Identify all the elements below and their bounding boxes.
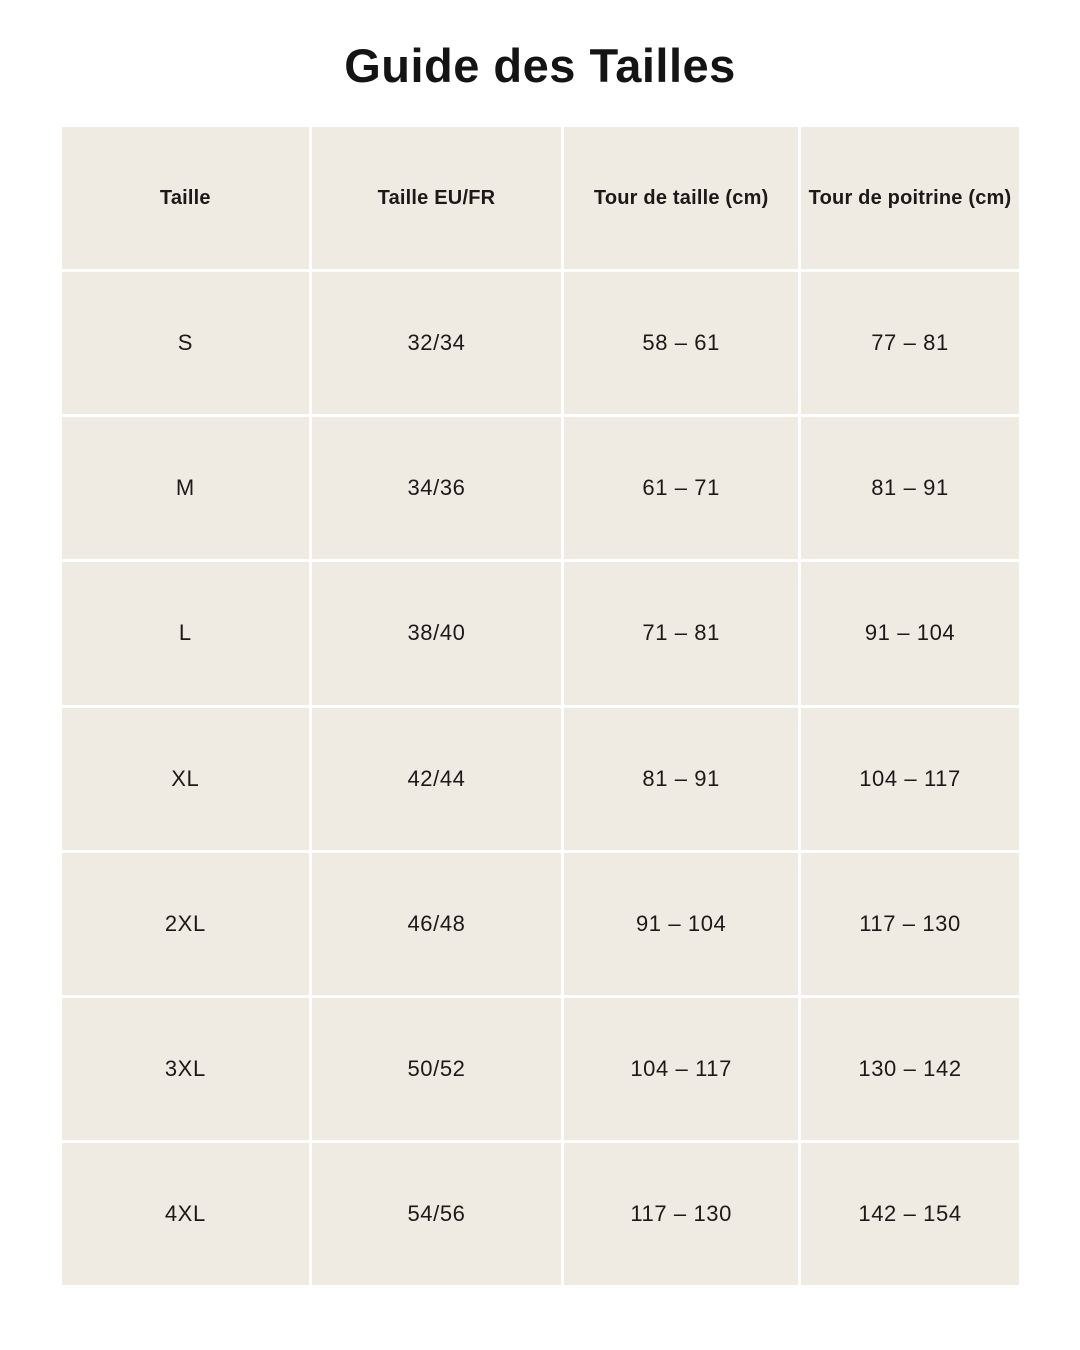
table-cell: 71 – 81 <box>564 562 798 704</box>
table-cell: 46/48 <box>312 853 562 995</box>
table-cell: 104 – 117 <box>564 998 798 1140</box>
table-cell: 42/44 <box>312 708 562 850</box>
size-label-cell: M <box>62 417 309 559</box>
table-cell: 77 – 81 <box>801 272 1019 414</box>
table-cell: 104 – 117 <box>801 708 1019 850</box>
table-cell: 32/34 <box>312 272 562 414</box>
column-header-1: Taille EU/FR <box>312 127 562 269</box>
table-cell: 117 – 130 <box>564 1143 798 1285</box>
column-header-2: Tour de taille (cm) <box>564 127 798 269</box>
size-label-cell: 4XL <box>62 1143 309 1285</box>
table-cell: 61 – 71 <box>564 417 798 559</box>
column-header-3: Tour de poitrine (cm) <box>801 127 1019 269</box>
table-cell: 58 – 61 <box>564 272 798 414</box>
column-header-0: Taille <box>62 127 309 269</box>
size-label-cell: L <box>62 562 309 704</box>
table-cell: 130 – 142 <box>801 998 1019 1140</box>
size-label-cell: S <box>62 272 309 414</box>
page-title: Guide des Tailles <box>344 39 736 92</box>
table-cell: 117 – 130 <box>801 853 1019 995</box>
table-cell: 34/36 <box>312 417 562 559</box>
table-cell: 91 – 104 <box>801 562 1019 704</box>
table-cell: 91 – 104 <box>564 853 798 995</box>
size-guide-table <box>62 127 1019 1285</box>
table-cell: 81 – 91 <box>801 417 1019 559</box>
table-cell: 50/52 <box>312 998 562 1140</box>
size-label-cell: XL <box>62 708 309 850</box>
table-cell: 81 – 91 <box>564 708 798 850</box>
table-cell: 38/40 <box>312 562 562 704</box>
size-label-cell: 2XL <box>62 853 309 995</box>
table-cell: 54/56 <box>312 1143 562 1285</box>
table-cell: 142 – 154 <box>801 1143 1019 1285</box>
size-label-cell: 3XL <box>62 998 309 1140</box>
